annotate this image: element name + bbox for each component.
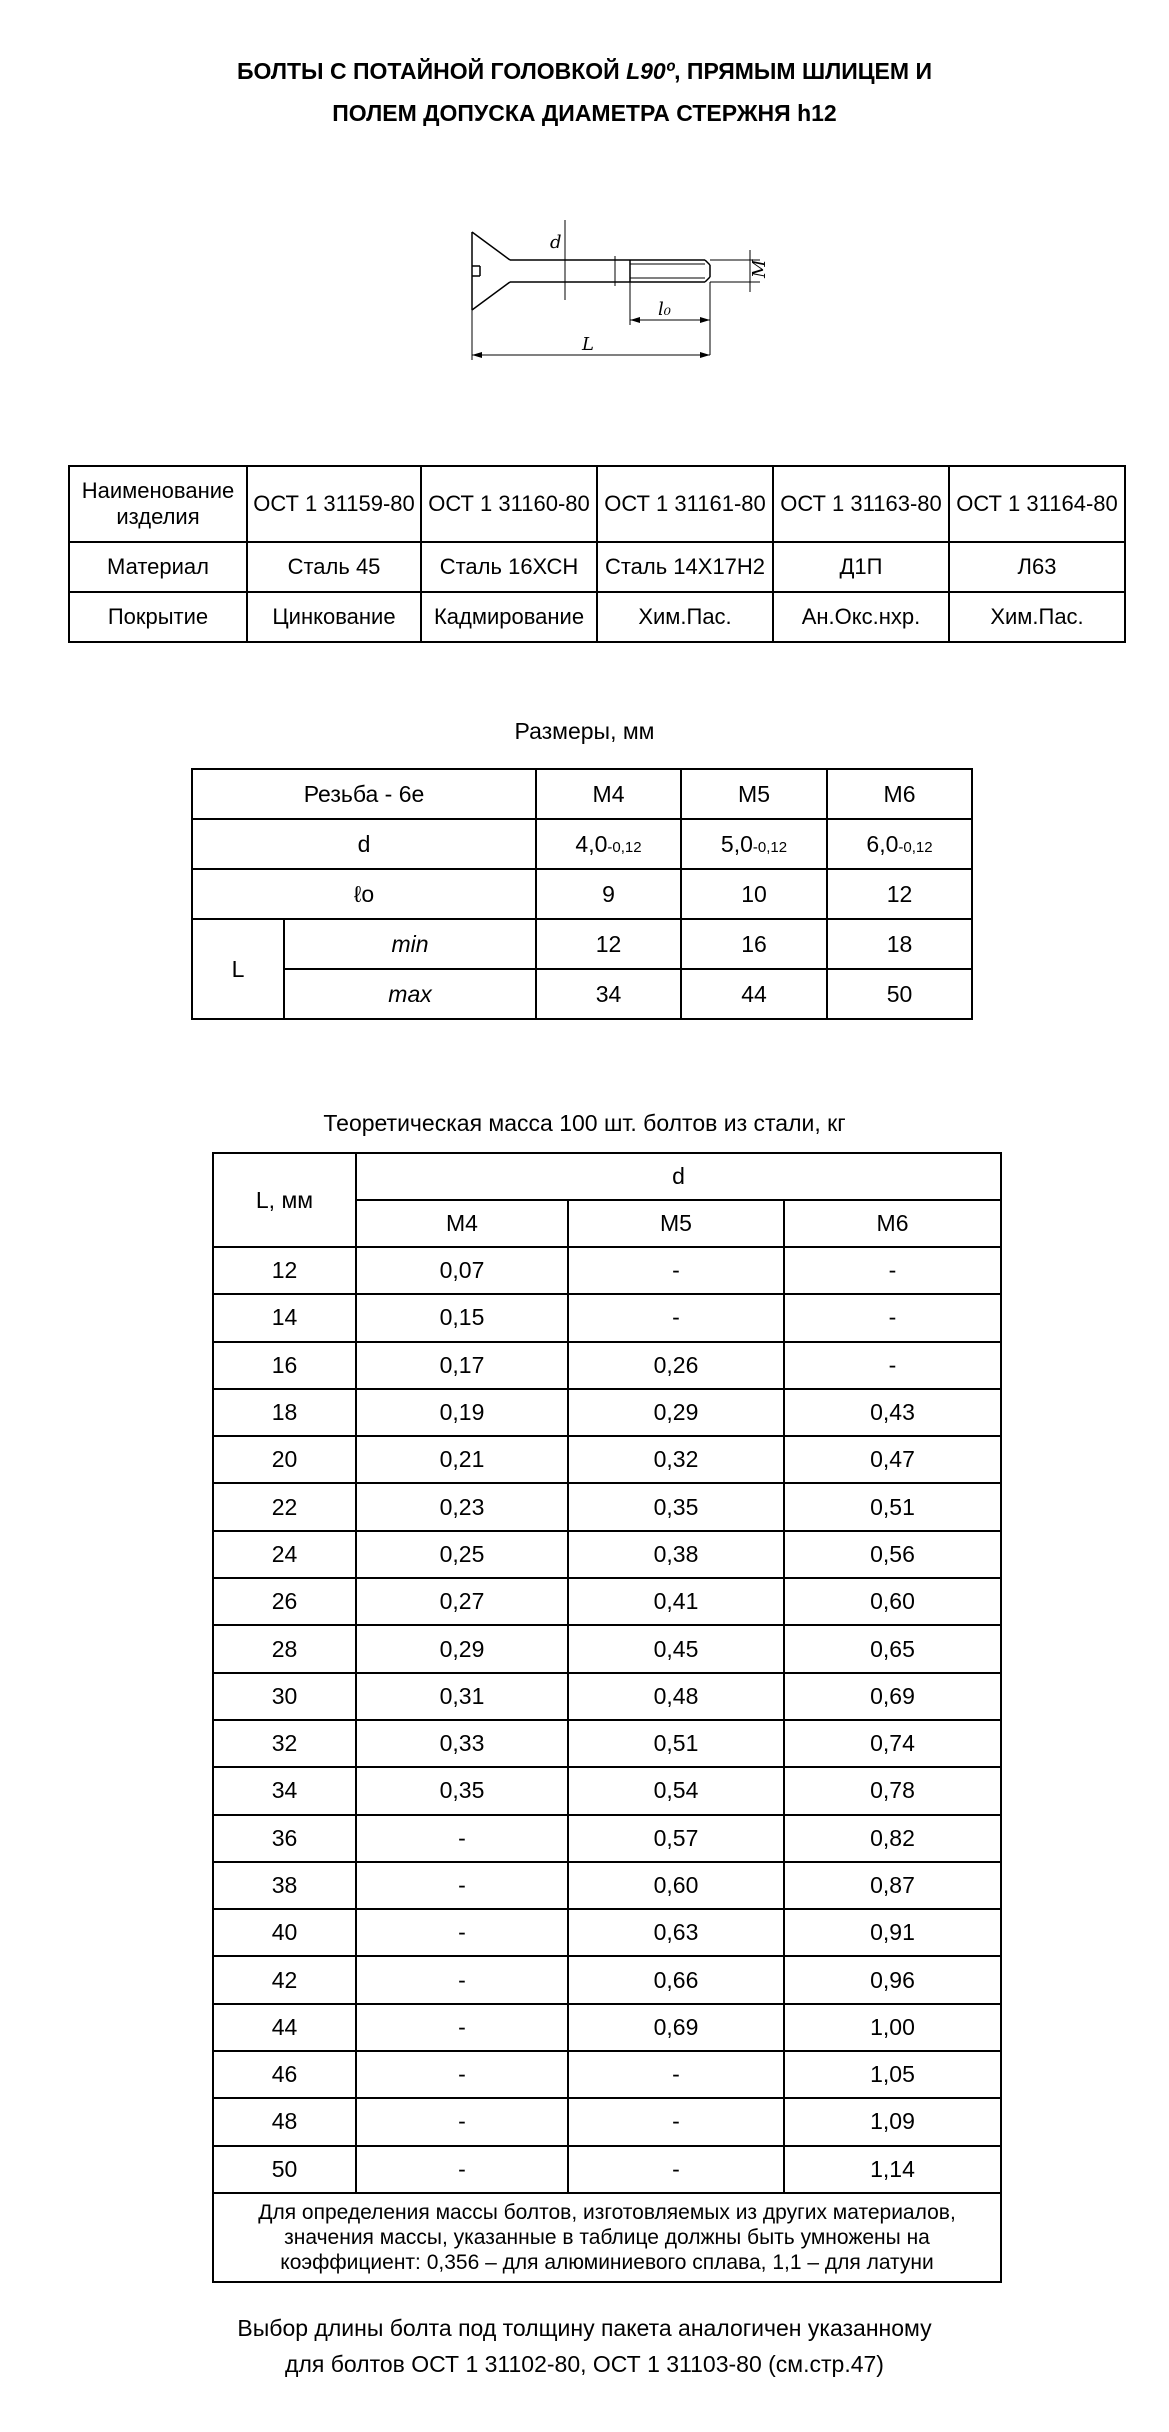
- l0-label: ℓo: [192, 869, 536, 919]
- mass-cell: 0,17: [356, 1342, 568, 1389]
- standard-cell: ОСТ 1 31164-80: [949, 466, 1125, 542]
- mass-cell: 0,47: [784, 1436, 1001, 1483]
- table-row: [213, 1578, 1001, 1625]
- d-tolerance: -0,12: [898, 838, 933, 856]
- mass-cell: -: [356, 2146, 568, 2193]
- table-row: [213, 1720, 1001, 1767]
- min-cell: 12: [536, 919, 681, 969]
- length-cell: 28: [213, 1625, 356, 1672]
- row-header-material: Материал: [69, 542, 247, 592]
- thread-cell: М4: [536, 769, 681, 819]
- length-cell: 50: [213, 2146, 356, 2193]
- material-cell: Л63: [949, 542, 1125, 592]
- mass-cell: -: [356, 1815, 568, 1862]
- L-label: L: [192, 919, 284, 1019]
- mass-cell: 0,33: [356, 1720, 568, 1767]
- mass-cell: 0,96: [784, 1956, 1001, 2003]
- row-header-coating: Покрытие: [69, 592, 247, 642]
- mass-cell: -: [784, 1247, 1001, 1294]
- coating-cell: Цинкование: [247, 592, 421, 642]
- drawing-label-l0: l₀: [658, 299, 671, 320]
- mass-cell: -: [356, 2051, 568, 2098]
- mass-cell: -: [356, 1909, 568, 1956]
- table-row: [213, 1673, 1001, 1720]
- mass-cell: 0,48: [568, 1673, 784, 1720]
- d-label: d: [192, 819, 536, 869]
- mass-cell: -: [568, 2051, 784, 2098]
- table-row: [213, 2098, 1001, 2145]
- length-cell: 44: [213, 2004, 356, 2051]
- mass-cell: 0,63: [568, 1909, 784, 1956]
- mass-cell: 0,32: [568, 1436, 784, 1483]
- table-row: [213, 1389, 1001, 1436]
- mass-cell: 0,27: [356, 1578, 568, 1625]
- mass-cell: -: [784, 1342, 1001, 1389]
- d-cell: 5,0-0,12: [681, 819, 827, 869]
- mass-cell: 0,51: [784, 1483, 1001, 1530]
- material-cell: Сталь 14Х17Н2: [597, 542, 773, 592]
- mass-cell: 0,29: [356, 1625, 568, 1672]
- materials-row-material: [69, 542, 1125, 592]
- d-cell: 4,0-0,12: [536, 819, 681, 869]
- row-header-product: Наименование изделия: [69, 466, 247, 542]
- mass-cell: 0,69: [568, 2004, 784, 2051]
- d-header: d: [356, 1153, 1001, 1200]
- l0-cell: 10: [681, 869, 827, 919]
- table-row: [213, 2004, 1001, 2051]
- materials-row-coating: [69, 592, 1125, 642]
- mass-cell: 0,25: [356, 1531, 568, 1578]
- mass-cell: 0,21: [356, 1436, 568, 1483]
- dimensions-row-max: [192, 969, 972, 1019]
- dimensions-row-l0: [192, 869, 972, 919]
- table-row: [213, 1767, 1001, 1814]
- mass-cell: 0,31: [356, 1673, 568, 1720]
- d-tolerance: -0,12: [607, 838, 642, 856]
- table-row: [213, 1247, 1001, 1294]
- footer-line-1: Выбор длины болта под толщину пакета аналогичен указанному: [237, 2315, 932, 2341]
- d-cell: 6,0-0,12: [827, 819, 972, 869]
- column-header: М5: [568, 1200, 784, 1247]
- mass-cell: -: [568, 2146, 784, 2193]
- materials-table: [68, 465, 1126, 643]
- mass-cell: 0,19: [356, 1389, 568, 1436]
- title-line-2: ПОЛЕМ ДОПУСКА ДИАМЕТРА СТЕРЖНЯ h12: [332, 100, 837, 126]
- length-cell: 18: [213, 1389, 356, 1436]
- mass-cell: 0,60: [568, 1862, 784, 1909]
- mass-cell: 0,57: [568, 1815, 784, 1862]
- table-row: [213, 2146, 1001, 2193]
- mass-cell: 0,23: [356, 1483, 568, 1530]
- thread-cell: М6: [827, 769, 972, 819]
- table-row: [213, 1531, 1001, 1578]
- dimensions-row-thread: [192, 769, 972, 819]
- l-header: L, мм: [213, 1153, 356, 1247]
- table-row: [213, 1294, 1001, 1341]
- mass-header-row: [213, 1153, 1001, 1200]
- coating-cell: Хим.Пас.: [949, 592, 1125, 642]
- min-cell: 18: [827, 919, 972, 969]
- length-cell: 16: [213, 1342, 356, 1389]
- column-header: М6: [784, 1200, 1001, 1247]
- mass-cell: 0,82: [784, 1815, 1001, 1862]
- length-cell: 12: [213, 1247, 356, 1294]
- material-cell: Сталь 16ХСН: [421, 542, 597, 592]
- thread-cell: М5: [681, 769, 827, 819]
- materials-row-standards: [69, 466, 1125, 542]
- mass-cell: 0,43: [784, 1389, 1001, 1436]
- thread-label: Резьба - 6е: [192, 769, 536, 819]
- min-cell: 16: [681, 919, 827, 969]
- mass-caption: Теоретическая масса 100 шт. болтов из стали, кг: [323, 1110, 846, 1136]
- length-cell: 34: [213, 1767, 356, 1814]
- table-row: [213, 1436, 1001, 1483]
- standard-cell: ОСТ 1 31163-80: [773, 466, 949, 542]
- mass-table: [212, 1152, 1002, 2283]
- mass-cell: 1,14: [784, 2146, 1001, 2193]
- material-cell: Сталь 45: [247, 542, 421, 592]
- mass-cell: 0,45: [568, 1625, 784, 1672]
- dimensions-row-d: [192, 819, 972, 869]
- mass-cell: -: [784, 1294, 1001, 1341]
- length-cell: 38: [213, 1862, 356, 1909]
- d-tolerance: -0,12: [752, 838, 788, 856]
- mass-cell: 0,51: [568, 1720, 784, 1767]
- max-cell: 44: [681, 969, 827, 1019]
- length-cell: 32: [213, 1720, 356, 1767]
- dimensions-row-min: [192, 919, 972, 969]
- coating-cell: Ан.Окс.нхр.: [773, 592, 949, 642]
- max-cell: 50: [827, 969, 972, 1019]
- mass-cell: 0,15: [356, 1294, 568, 1341]
- length-cell: 22: [213, 1483, 356, 1530]
- standard-cell: ОСТ 1 31161-80: [597, 466, 773, 542]
- dimensions-table: [191, 768, 973, 1020]
- table-row: [213, 1625, 1001, 1672]
- length-cell: 48: [213, 2098, 356, 2145]
- standard-cell: ОСТ 1 31160-80: [421, 466, 597, 542]
- max-label: max: [284, 969, 536, 1019]
- mass-cell: 0,56: [784, 1531, 1001, 1578]
- mass-cell: 0,66: [568, 1956, 784, 2003]
- l0-cell: 12: [827, 869, 972, 919]
- mass-cell: 0,35: [568, 1483, 784, 1530]
- mass-cell: 0,41: [568, 1578, 784, 1625]
- mass-cell: 0,74: [784, 1720, 1001, 1767]
- l0-cell: 9: [536, 869, 681, 919]
- length-cell: 36: [213, 1815, 356, 1862]
- column-header: М4: [356, 1200, 568, 1247]
- mass-cell: 0,38: [568, 1531, 784, 1578]
- mass-cell: 0,78: [784, 1767, 1001, 1814]
- coating-cell: Хим.Пас.: [597, 592, 773, 642]
- mass-cell: 0,29: [568, 1389, 784, 1436]
- mass-cell: 0,26: [568, 1342, 784, 1389]
- table-row: [213, 1815, 1001, 1862]
- table-row: [213, 2051, 1001, 2098]
- mass-cell: -: [356, 2004, 568, 2051]
- mass-cell: 0,87: [784, 1862, 1001, 1909]
- length-cell: 40: [213, 1909, 356, 1956]
- length-cell: 20: [213, 1436, 356, 1483]
- min-label: min: [284, 919, 536, 969]
- mass-cell: 1,09: [784, 2098, 1001, 2145]
- mass-cell: 0,91: [784, 1909, 1001, 1956]
- mass-note: Для определения массы болтов, изготовляемых из других материалов, значения массы, указанные в таблице должны быть умножены на коэффициент: 0,356 – для алюминиевого сплава, 1,1 – для латуни: [213, 2193, 1001, 2282]
- mass-cell: 0,35: [356, 1767, 568, 1814]
- material-cell: Д1П: [773, 542, 949, 592]
- title-line-1: БОЛТЫ С ПОТАЙНОЙ ГОЛОВКОЙ L90º, ПРЯМЫМ ШЛИЦЕМ И: [237, 58, 932, 84]
- max-cell: 34: [536, 969, 681, 1019]
- footer-line-2: для болтов ОСТ 1 31102-80, ОСТ 1 31103-80 (см.стр.47): [285, 2351, 884, 2377]
- length-cell: 42: [213, 1956, 356, 2003]
- mass-cell: -: [356, 2098, 568, 2145]
- mass-cell: -: [356, 1956, 568, 2003]
- mass-cell: 0,07: [356, 1247, 568, 1294]
- mass-cell: 0,60: [784, 1578, 1001, 1625]
- table-row: [213, 1956, 1001, 2003]
- standard-cell: ОСТ 1 31159-80: [247, 466, 421, 542]
- mass-cell: -: [356, 1862, 568, 1909]
- mass-cell: -: [568, 1294, 784, 1341]
- drawing-label-d: d: [550, 232, 562, 253]
- mass-cell: -: [568, 1247, 784, 1294]
- length-cell: 30: [213, 1673, 356, 1720]
- table-row: [213, 1862, 1001, 1909]
- title-angle: L90º: [626, 58, 675, 84]
- drawing-label-l: L: [582, 334, 594, 355]
- coating-cell: Кадмирование: [421, 592, 597, 642]
- mass-cell: -: [568, 2098, 784, 2145]
- length-cell: 14: [213, 1294, 356, 1341]
- mass-cell: 0,54: [568, 1767, 784, 1814]
- mass-cell: 1,00: [784, 2004, 1001, 2051]
- length-cell: 46: [213, 2051, 356, 2098]
- mass-cell: 1,05: [784, 2051, 1001, 2098]
- dimensions-caption: Размеры, мм: [514, 718, 655, 744]
- table-row: [213, 1483, 1001, 1530]
- mass-cell: 0,69: [784, 1673, 1001, 1720]
- table-row: [213, 1342, 1001, 1389]
- length-cell: 24: [213, 1531, 356, 1578]
- drawing-label-m: M: [749, 259, 770, 278]
- bolt-drawing: [460, 220, 780, 380]
- length-cell: 26: [213, 1578, 356, 1625]
- table-row: [213, 1909, 1001, 1956]
- mass-cell: 0,65: [784, 1625, 1001, 1672]
- note-row: [213, 2193, 1001, 2282]
